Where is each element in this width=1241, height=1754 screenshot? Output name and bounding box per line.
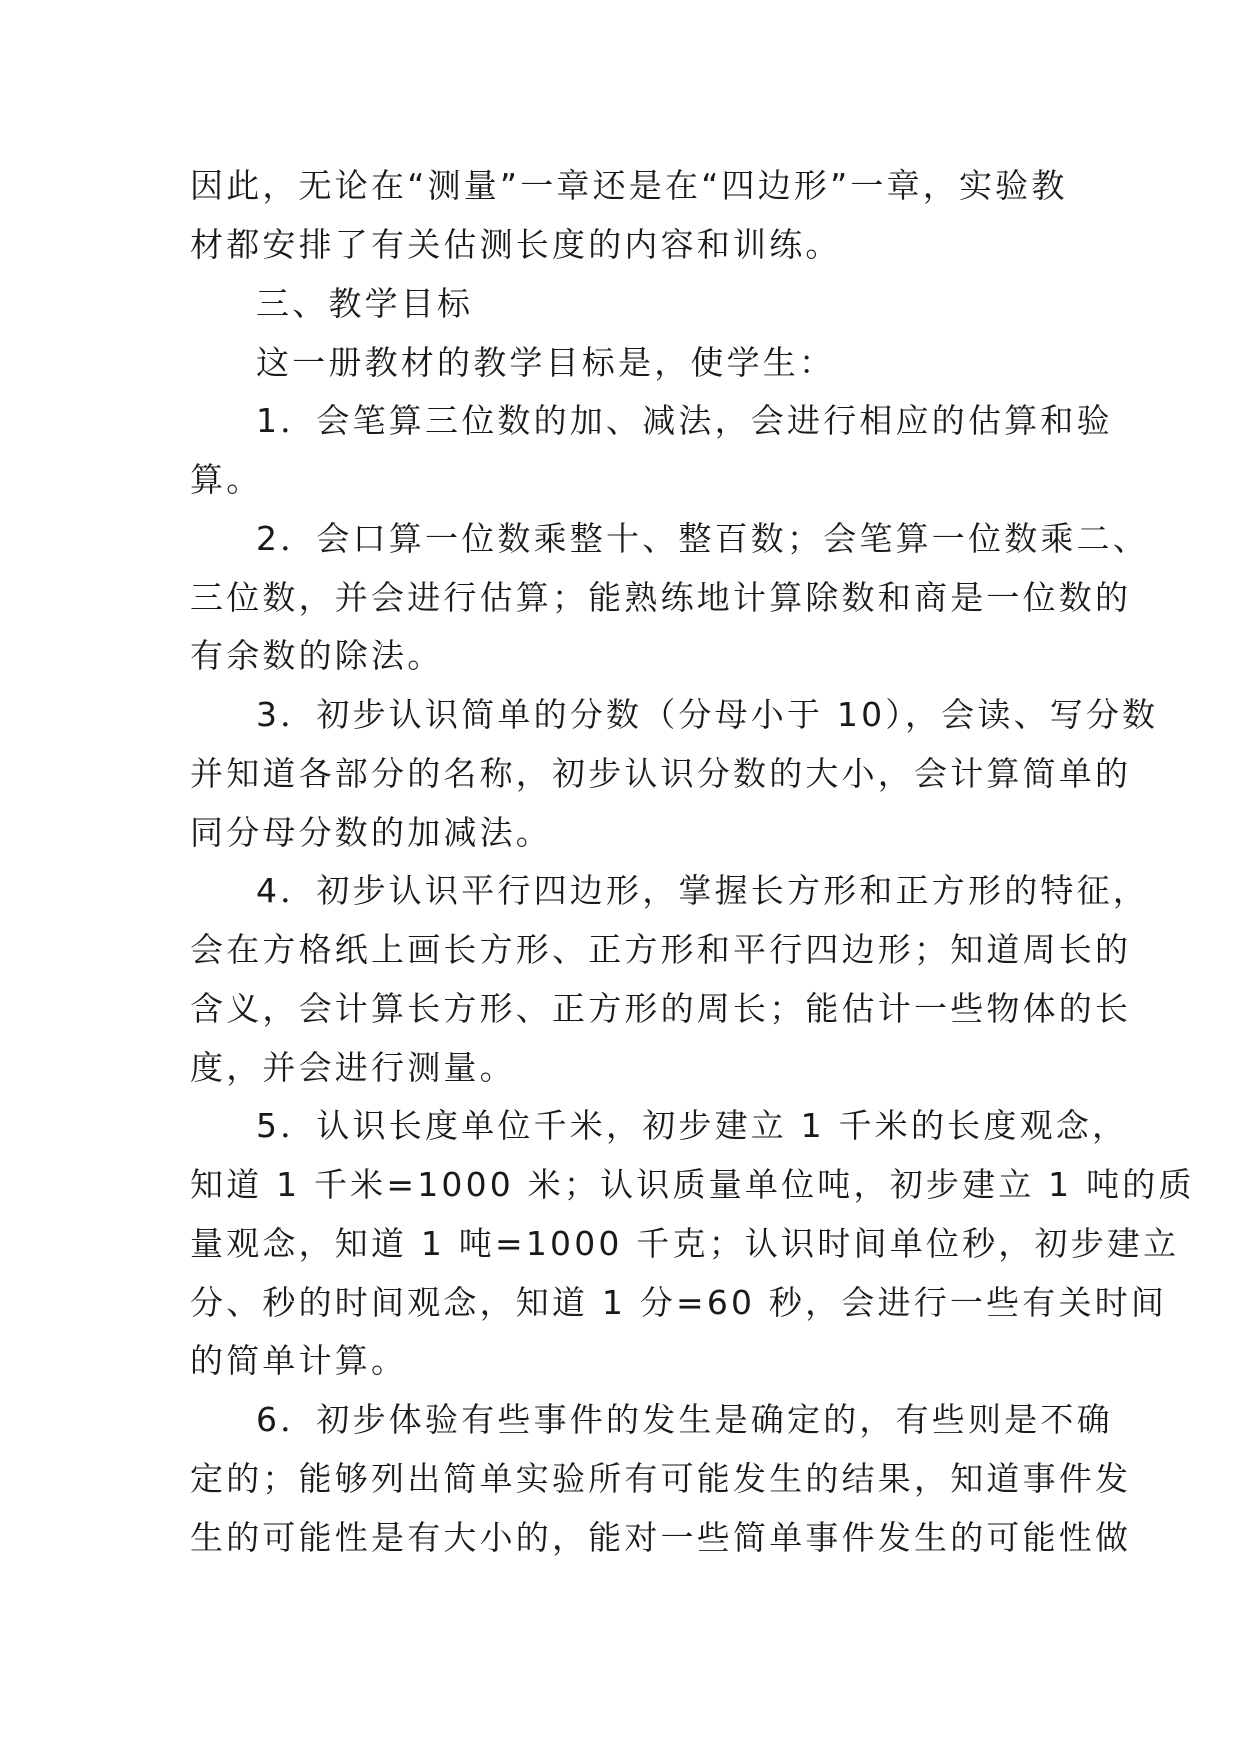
list-item-4-cont: 含义，会计算长方形、正方形的周长；能估计一些物体的长 [190,989,1132,1028]
list-item-5: 5．认识长度单位千米，初步建立 1 千米的长度观念， [256,1106,1129,1145]
paragraph-line: 材都安排了有关估测长度的内容和训练。 [190,225,842,264]
list-item-5-cont: 分、秒的时间观念，知道 1 分=60 秒，会进行一些有关时间 [190,1283,1168,1322]
list-item-2-cont: 三位数，并会进行估算；能熟练地计算除数和商是一位数的 [190,578,1132,617]
paragraph-line: 因此，无论在“测量”一章还是在“四边形”一章，实验教 [190,166,1068,205]
list-item-5-cont: 量观念，知道 1 吨=1000 千克；认识时间单位秒，初步建立 [190,1224,1180,1263]
list-item-2: 2．会口算一位数乘整十、整百数；会笔算一位数乘二、 [256,519,1149,558]
list-item-2-cont: 有余数的除法。 [190,636,444,675]
list-item-1-cont: 算。 [190,460,263,499]
list-item-3-cont: 同分母分数的加减法。 [190,813,552,852]
paragraph-line: 这一册教材的教学目标是，使学生： [256,343,836,382]
list-item-1: 1．会笔算三位数的加、减法，会进行相应的估算和验 [256,401,1113,440]
list-item-4-cont: 会在方格纸上画长方形、正方形和平行四边形；知道周长的 [190,930,1132,969]
list-item-3-cont: 并知道各部分的名称，初步认识分数的大小，会计算简单的 [190,754,1132,793]
list-item-6-cont: 生的可能性是有大小的，能对一些简单事件发生的可能性做 [190,1518,1132,1557]
list-item-5-cont: 的简单计算。 [190,1341,408,1380]
section-heading: 三、教学目标 [256,284,474,323]
list-item-6-cont: 定的；能够列出简单实验所有可能发生的结果，知道事件发 [190,1459,1132,1498]
list-item-6: 6．初步体验有些事件的发生是确定的，有些则是不确 [256,1400,1113,1439]
list-item-4: 4．初步认识平行四边形，掌握长方形和正方形的特征， [256,871,1149,910]
list-item-3: 3．初步认识简单的分数（分母小于 10），会读、写分数 [256,695,1159,734]
list-item-4-cont: 度，并会进行测量。 [190,1048,516,1087]
list-item-5-cont: 知道 1 千米=1000 米；认识质量单位吨，初步建立 1 吨的质 [190,1165,1195,1204]
